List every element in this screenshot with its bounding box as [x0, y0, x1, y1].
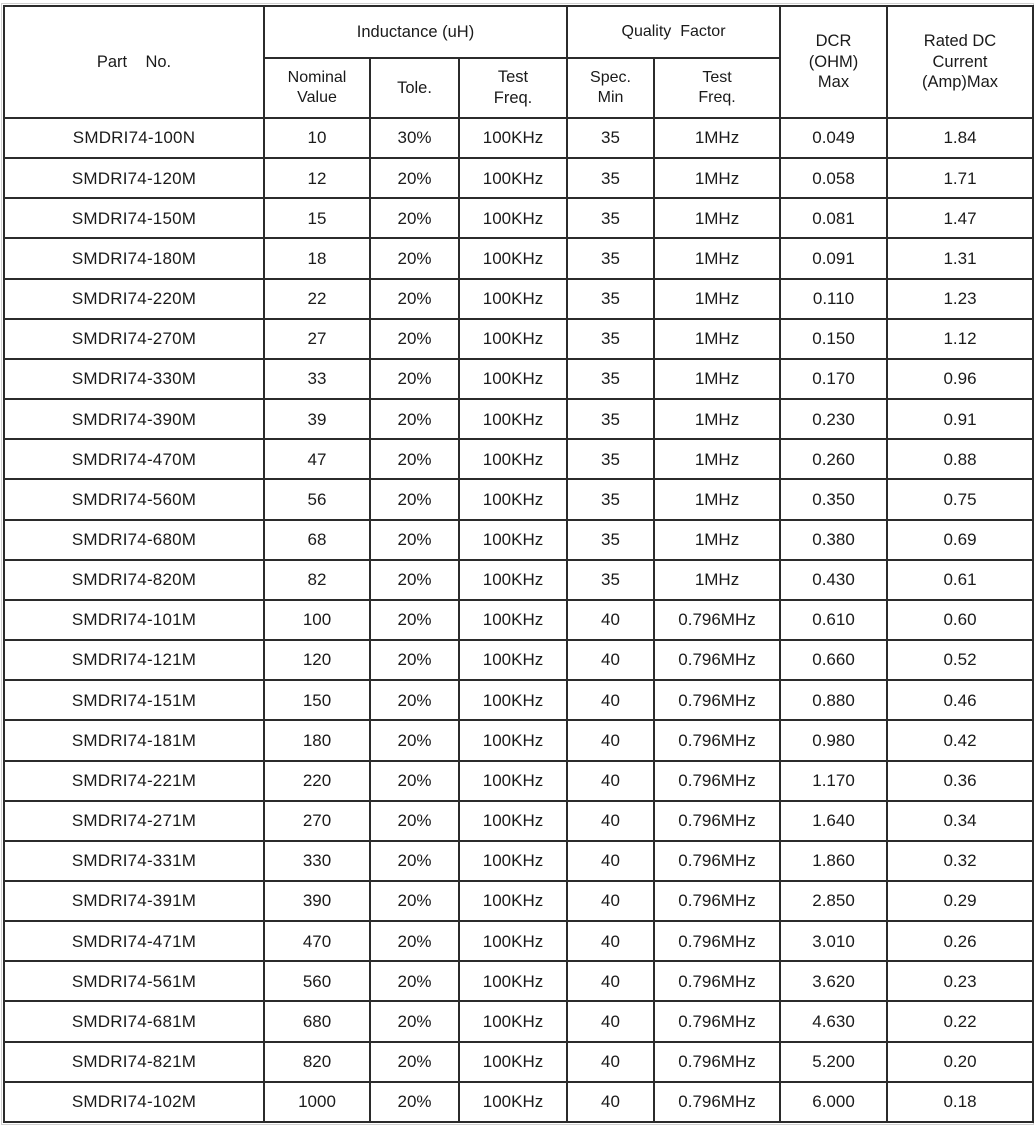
rated-current-cell: 0.22: [887, 1001, 1033, 1041]
q-test-freq-cell: 0.796MHz: [654, 961, 780, 1001]
dcr-cell: 0.430: [780, 560, 887, 600]
dcr-cell: 1.170: [780, 761, 887, 801]
q-test-freq-cell: 1MHz: [654, 238, 780, 278]
dcr-cell: 3.010: [780, 921, 887, 961]
q-spec-min-cell: 35: [567, 399, 654, 439]
table-row: [4, 198, 1033, 238]
inductance-test-freq-cell: 100KHz: [459, 399, 567, 439]
rated-current-cell: 1.84: [887, 118, 1033, 158]
q-test-freq-cell: 0.796MHz: [654, 841, 780, 881]
nominal-value-cell: 680: [264, 1001, 370, 1041]
q-spec-min-cell: 40: [567, 600, 654, 640]
nominal-header-line2: Value: [297, 89, 337, 106]
inductance-test-freq-cell: 100KHz: [459, 801, 567, 841]
table-body: [4, 118, 1033, 1122]
tolerance-header: [370, 58, 459, 118]
part-number-cell: SMDRI74-470M: [4, 439, 264, 479]
rated-current-header-line1: Rated DC: [923, 32, 997, 51]
dcr-cell: 0.380: [780, 520, 887, 560]
q-test-freq-cell: 1MHz: [654, 158, 780, 198]
q-spec-min-cell: 40: [567, 720, 654, 760]
part-number-cell: SMDRI74-471M: [4, 921, 264, 961]
table-row: [4, 680, 1033, 720]
dcr-header-line2: (OHM): [808, 52, 859, 71]
q-spec-min-cell: 35: [567, 439, 654, 479]
quality-factor-group-label: Quality Factor: [621, 23, 726, 40]
rated-current-cell: 0.60: [887, 600, 1033, 640]
part-number-cell: SMDRI74-220M: [4, 279, 264, 319]
inductance-test-freq-cell: 100KHz: [459, 439, 567, 479]
part-number-cell: SMDRI74-560M: [4, 479, 264, 519]
q-test-freq-cell: 1MHz: [654, 118, 780, 158]
table-row: [4, 1042, 1033, 1082]
tolerance-cell: 20%: [370, 801, 459, 841]
table-row: [4, 520, 1033, 560]
q-test-freq-cell: 1MHz: [654, 439, 780, 479]
rated-current-cell: 1.12: [887, 319, 1033, 359]
part-number-cell: SMDRI74-270M: [4, 319, 264, 359]
rated-current-cell: 0.96: [887, 359, 1033, 399]
spec-header-line1: Spec.: [590, 69, 631, 86]
tolerance-cell: 20%: [370, 1042, 459, 1082]
dcr-cell: 1.860: [780, 841, 887, 881]
table-row: [4, 359, 1033, 399]
tolerance-cell: 20%: [370, 399, 459, 439]
tolerance-cell: 30%: [370, 118, 459, 158]
q-spec-min-cell: 35: [567, 479, 654, 519]
tolerance-cell: 20%: [370, 520, 459, 560]
q-spec-min-cell: 40: [567, 841, 654, 881]
q-test-freq-cell: 1MHz: [654, 479, 780, 519]
q-test-freq-cell: 1MHz: [654, 520, 780, 560]
dcr-cell: 3.620: [780, 961, 887, 1001]
dcr-cell: 4.630: [780, 1001, 887, 1041]
dcr-cell: 0.660: [780, 640, 887, 680]
inductance-test-freq-cell: 100KHz: [459, 198, 567, 238]
dcr-cell: 5.200: [780, 1042, 887, 1082]
dcr-cell: 1.640: [780, 801, 887, 841]
q-test-freq-cell: 0.796MHz: [654, 1001, 780, 1041]
dcr-cell: 0.091: [780, 238, 887, 278]
dcr-cell: 0.350: [780, 479, 887, 519]
table-row: [4, 841, 1033, 881]
nominal-value-cell: 220: [264, 761, 370, 801]
q-spec-min-cell: 35: [567, 118, 654, 158]
table-row: [4, 640, 1033, 680]
q-spec-min-cell: 40: [567, 961, 654, 1001]
tolerance-cell: 20%: [370, 439, 459, 479]
table-row: [4, 961, 1033, 1001]
part-number-cell: SMDRI74-821M: [4, 1042, 264, 1082]
nominal-value-cell: 27: [264, 319, 370, 359]
tolerance-cell: 20%: [370, 479, 459, 519]
dcr-cell: 0.170: [780, 359, 887, 399]
q-spec-min-header: [567, 58, 654, 118]
rated-current-cell: 0.23: [887, 961, 1033, 1001]
rated-current-cell: 0.18: [887, 1082, 1033, 1122]
q-test-header-line1: Test: [702, 69, 732, 86]
nominal-value-cell: 47: [264, 439, 370, 479]
inductance-test-freq-cell: 100KHz: [459, 841, 567, 881]
q-spec-min-cell: 35: [567, 279, 654, 319]
dcr-cell: 0.049: [780, 118, 887, 158]
table-row: [4, 1001, 1033, 1041]
rated-current-header-line3: (Amp)Max: [921, 73, 999, 92]
rated-current-cell: 0.26: [887, 921, 1033, 961]
q-spec-min-cell: 35: [567, 158, 654, 198]
tolerance-cell: 20%: [370, 158, 459, 198]
part-number-cell: SMDRI74-120M: [4, 158, 264, 198]
tolerance-cell: 20%: [370, 359, 459, 399]
inductance-test-freq-cell: 100KHz: [459, 961, 567, 1001]
part-number-cell: SMDRI74-101M: [4, 600, 264, 640]
table-row: [4, 921, 1033, 961]
tolerance-header-label: Tole.: [397, 78, 432, 97]
table-row: [4, 600, 1033, 640]
q-spec-min-cell: 40: [567, 640, 654, 680]
part-number-cell: SMDRI74-100N: [4, 118, 264, 158]
tolerance-cell: 20%: [370, 1001, 459, 1041]
header-row-1: [4, 6, 1033, 58]
nominal-value-cell: 560: [264, 961, 370, 1001]
rated-current-cell: 0.46: [887, 680, 1033, 720]
rated-current-cell: 0.20: [887, 1042, 1033, 1082]
inductance-test-freq-cell: 100KHz: [459, 279, 567, 319]
rated-current-cell: 0.88: [887, 439, 1033, 479]
table-row: [4, 319, 1033, 359]
table-row: [4, 479, 1033, 519]
nominal-value-cell: 15: [264, 198, 370, 238]
dcr-cell: 0.058: [780, 158, 887, 198]
inductance-test-freq-cell: 100KHz: [459, 560, 567, 600]
tolerance-cell: 20%: [370, 238, 459, 278]
part-number-cell: SMDRI74-331M: [4, 841, 264, 881]
q-spec-min-cell: 40: [567, 680, 654, 720]
dcr-header: [780, 6, 887, 118]
q-test-freq-cell: 0.796MHz: [654, 881, 780, 921]
rated-current-cell: 0.75: [887, 479, 1033, 519]
rated-current-cell: 0.91: [887, 399, 1033, 439]
q-spec-min-cell: 35: [567, 319, 654, 359]
table-header: [4, 6, 1033, 118]
q-spec-min-cell: 35: [567, 520, 654, 560]
q-spec-min-cell: 40: [567, 761, 654, 801]
spec-header-line2: Min: [597, 89, 624, 106]
table-row: [4, 801, 1033, 841]
inductance-test-freq-cell: 100KHz: [459, 118, 567, 158]
rated-current-cell: 0.52: [887, 640, 1033, 680]
q-spec-min-cell: 35: [567, 560, 654, 600]
dcr-cell: 0.610: [780, 600, 887, 640]
q-test-freq-cell: 1MHz: [654, 560, 780, 600]
nominal-value-cell: 68: [264, 520, 370, 560]
table-row: [4, 238, 1033, 278]
q-test-freq-cell: 0.796MHz: [654, 640, 780, 680]
inductance-group-header: [264, 6, 567, 58]
inductance-test-freq-cell: 100KHz: [459, 238, 567, 278]
q-test-freq-cell: 0.796MHz: [654, 921, 780, 961]
tolerance-cell: 20%: [370, 921, 459, 961]
q-spec-min-cell: 40: [567, 921, 654, 961]
tolerance-cell: 20%: [370, 279, 459, 319]
table-row: [4, 720, 1033, 760]
q-spec-min-cell: 35: [567, 238, 654, 278]
part-no-header-label: Part No.: [96, 52, 172, 71]
tolerance-cell: 20%: [370, 720, 459, 760]
inductance-test-freq-cell: 100KHz: [459, 720, 567, 760]
part-number-cell: SMDRI74-390M: [4, 399, 264, 439]
tolerance-cell: 20%: [370, 881, 459, 921]
nominal-value-cell: 470: [264, 921, 370, 961]
part-number-cell: SMDRI74-151M: [4, 680, 264, 720]
nominal-value-header: [264, 58, 370, 118]
inductor-spec-table: [3, 5, 1034, 1123]
rated-current-cell: 1.23: [887, 279, 1033, 319]
q-spec-min-cell: 40: [567, 801, 654, 841]
inductance-test-freq-cell: 100KHz: [459, 319, 567, 359]
dcr-cell: 2.850: [780, 881, 887, 921]
dcr-cell: 0.980: [780, 720, 887, 760]
inductance-test-freq-cell: 100KHz: [459, 921, 567, 961]
tolerance-cell: 20%: [370, 761, 459, 801]
ind-test-header-line2: Freq.: [493, 89, 533, 107]
inductance-test-freq-cell: 100KHz: [459, 600, 567, 640]
dcr-header-line3: Max: [817, 73, 850, 92]
dcr-cell: 0.230: [780, 399, 887, 439]
rated-current-cell: 0.42: [887, 720, 1033, 760]
tolerance-cell: 20%: [370, 319, 459, 359]
q-test-freq-cell: 1MHz: [654, 279, 780, 319]
nominal-value-cell: 18: [264, 238, 370, 278]
nominal-value-cell: 22: [264, 279, 370, 319]
inductance-test-freq-cell: 100KHz: [459, 881, 567, 921]
nominal-header-line1: Nominal: [287, 69, 347, 86]
nominal-value-cell: 390: [264, 881, 370, 921]
q-test-freq-cell: 1MHz: [654, 319, 780, 359]
tolerance-cell: 20%: [370, 680, 459, 720]
nominal-value-cell: 820: [264, 1042, 370, 1082]
rated-current-cell: 0.34: [887, 801, 1033, 841]
table-row: [4, 1082, 1033, 1122]
dcr-cell: 0.880: [780, 680, 887, 720]
inductance-test-freq-cell: 100KHz: [459, 479, 567, 519]
dcr-header-line1: DCR: [815, 32, 852, 51]
rated-current-header-line2: Current: [932, 52, 988, 71]
nominal-value-cell: 10: [264, 118, 370, 158]
q-spec-min-cell: 40: [567, 1082, 654, 1122]
nominal-value-cell: 120: [264, 640, 370, 680]
nominal-value-cell: 39: [264, 399, 370, 439]
tolerance-cell: 20%: [370, 560, 459, 600]
rated-current-cell: 0.69: [887, 520, 1033, 560]
nominal-value-cell: 100: [264, 600, 370, 640]
tolerance-cell: 20%: [370, 640, 459, 680]
dcr-cell: 6.000: [780, 1082, 887, 1122]
part-number-cell: SMDRI74-221M: [4, 761, 264, 801]
dcr-cell: 0.150: [780, 319, 887, 359]
q-test-header-line2: Freq.: [698, 89, 736, 106]
rated-current-cell: 1.47: [887, 198, 1033, 238]
q-test-freq-cell: 0.796MHz: [654, 680, 780, 720]
part-number-cell: SMDRI74-121M: [4, 640, 264, 680]
nominal-value-cell: 330: [264, 841, 370, 881]
table-row: [4, 279, 1033, 319]
inductance-test-freq-cell: 100KHz: [459, 761, 567, 801]
nominal-value-cell: 1000: [264, 1082, 370, 1122]
nominal-value-cell: 56: [264, 479, 370, 519]
inductance-test-freq-cell: 100KHz: [459, 1001, 567, 1041]
table-row: [4, 118, 1033, 158]
tolerance-cell: 20%: [370, 1082, 459, 1122]
part-number-cell: SMDRI74-680M: [4, 520, 264, 560]
dcr-cell: 0.110: [780, 279, 887, 319]
nominal-value-cell: 33: [264, 359, 370, 399]
tolerance-cell: 20%: [370, 961, 459, 1001]
nominal-value-cell: 82: [264, 560, 370, 600]
part-number-cell: SMDRI74-820M: [4, 560, 264, 600]
q-spec-min-cell: 35: [567, 198, 654, 238]
q-test-freq-cell: 0.796MHz: [654, 1042, 780, 1082]
rated-current-header: [887, 6, 1033, 118]
part-no-header: [4, 6, 264, 118]
rated-current-cell: 0.32: [887, 841, 1033, 881]
inductance-test-freq-cell: 100KHz: [459, 1042, 567, 1082]
q-test-freq-cell: 1MHz: [654, 359, 780, 399]
rated-current-cell: 1.71: [887, 158, 1033, 198]
inductance-test-freq-cell: 100KHz: [459, 680, 567, 720]
q-test-freq-cell: 1MHz: [654, 198, 780, 238]
dcr-cell: 0.081: [780, 198, 887, 238]
q-test-freq-header: [654, 58, 780, 118]
q-spec-min-cell: 35: [567, 359, 654, 399]
dcr-cell: 0.260: [780, 439, 887, 479]
part-number-cell: SMDRI74-330M: [4, 359, 264, 399]
q-test-freq-cell: 0.796MHz: [654, 801, 780, 841]
part-number-cell: SMDRI74-102M: [4, 1082, 264, 1122]
part-number-cell: SMDRI74-561M: [4, 961, 264, 1001]
q-spec-min-cell: 40: [567, 1001, 654, 1041]
rated-current-cell: 1.31: [887, 238, 1033, 278]
table-row: [4, 881, 1033, 921]
rated-current-cell: 0.29: [887, 881, 1033, 921]
inductance-test-freq-cell: 100KHz: [459, 1082, 567, 1122]
table-row: [4, 439, 1033, 479]
table-row: [4, 761, 1033, 801]
part-number-cell: SMDRI74-180M: [4, 238, 264, 278]
spec-sheet: [3, 5, 1032, 1123]
nominal-value-cell: 12: [264, 158, 370, 198]
inductance-test-freq-cell: 100KHz: [459, 158, 567, 198]
part-number-cell: SMDRI74-150M: [4, 198, 264, 238]
q-test-freq-cell: 0.796MHz: [654, 600, 780, 640]
part-number-cell: SMDRI74-391M: [4, 881, 264, 921]
inductance-test-freq-cell: 100KHz: [459, 520, 567, 560]
tolerance-cell: 20%: [370, 841, 459, 881]
q-spec-min-cell: 40: [567, 881, 654, 921]
part-number-cell: SMDRI74-181M: [4, 720, 264, 760]
rated-current-cell: 0.36: [887, 761, 1033, 801]
ind-test-header-line1: Test: [497, 68, 529, 87]
inductance-test-freq-header: [459, 58, 567, 118]
rated-current-cell: 0.61: [887, 560, 1033, 600]
q-test-freq-cell: 1MHz: [654, 399, 780, 439]
q-spec-min-cell: 40: [567, 1042, 654, 1082]
quality-factor-group-header: [567, 6, 780, 58]
part-number-cell: SMDRI74-271M: [4, 801, 264, 841]
table-row: [4, 399, 1033, 439]
inductance-group-label: Inductance (uH): [356, 22, 475, 41]
part-number-cell: SMDRI74-681M: [4, 1001, 264, 1041]
inductance-test-freq-cell: 100KHz: [459, 359, 567, 399]
inductance-test-freq-cell: 100KHz: [459, 640, 567, 680]
q-test-freq-cell: 0.796MHz: [654, 761, 780, 801]
table-row: [4, 158, 1033, 198]
tolerance-cell: 20%: [370, 198, 459, 238]
nominal-value-cell: 180: [264, 720, 370, 760]
q-test-freq-cell: 0.796MHz: [654, 720, 780, 760]
nominal-value-cell: 270: [264, 801, 370, 841]
nominal-value-cell: 150: [264, 680, 370, 720]
table-row: [4, 560, 1033, 600]
tolerance-cell: 20%: [370, 600, 459, 640]
q-test-freq-cell: 0.796MHz: [654, 1082, 780, 1122]
